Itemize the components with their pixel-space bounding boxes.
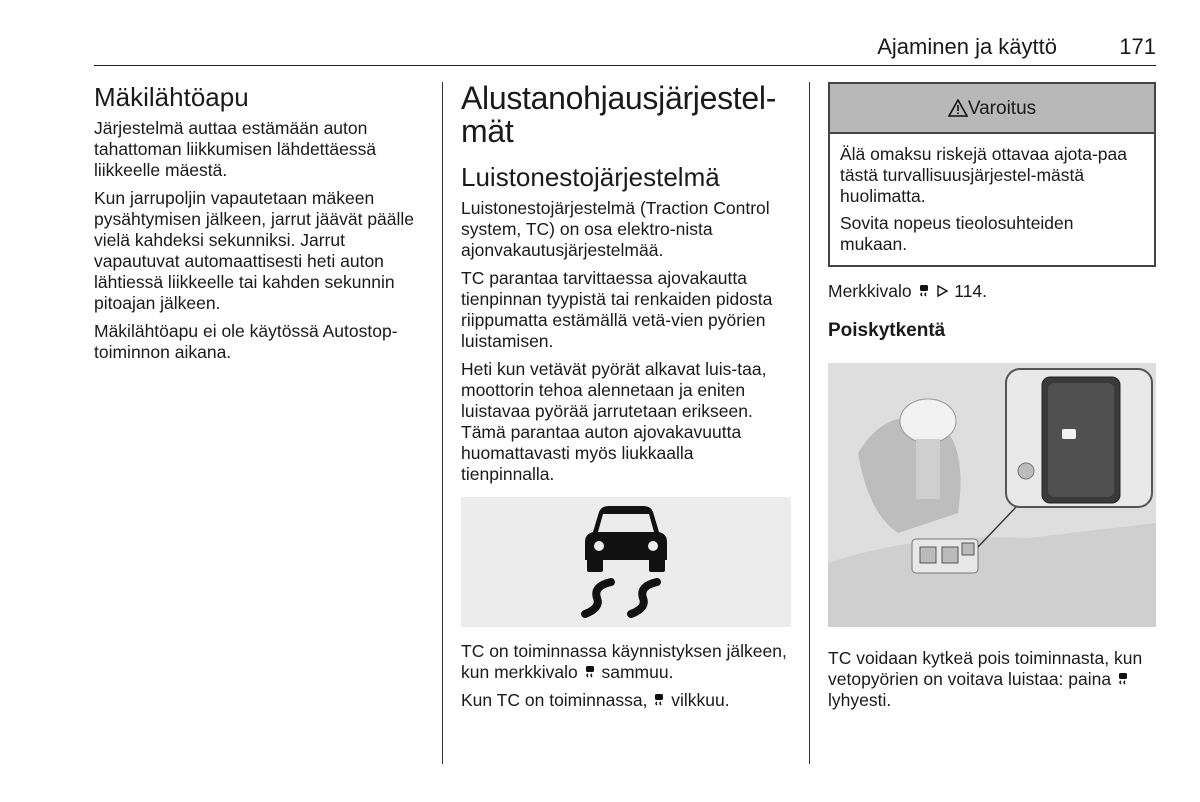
paragraph: Järjestelmä auttaa estämään auton tahattoman liikkumisen lähdettäessä liikkeelle mäestä. bbox=[94, 118, 377, 180]
paragraph: Kun jarrupoljin vapautetaan mäkeen pysähtymisen jälkeen, jarrut jäävät päälle vielä kahdeksi sekunniksi. Jarrut vapautuvat automaattisesti heti auton lähtiessä liikkeelle tai kahden sekunnin pitoajan jälkeen. bbox=[94, 188, 415, 313]
traction-control-icon bbox=[571, 502, 681, 622]
traction-control-icon bbox=[652, 693, 666, 707]
running-header: Ajaminen ja käyttö bbox=[877, 34, 1057, 59]
warning-header bbox=[830, 84, 1154, 134]
paragraph: TC parantaa tarvittaessa ajovakautta tienpinnan tyypistä tai renkaiden pidosta riippumatta estämällä vetä-vien pyörien luistamisen. bbox=[461, 268, 773, 351]
paragraph: TC voidaan kytkeä pois toiminnasta, kun vetopyörien on voitava luistaa: paina lyhyesti. bbox=[828, 648, 1143, 710]
paragraph: Älä omaksu riskejä ottavaa ajota-paa tästä turvallisuusjärjestel-mästä huolimatta. bbox=[840, 144, 1127, 206]
traction-control-icon bbox=[917, 284, 931, 298]
column-1 bbox=[94, 82, 424, 370]
center-console-photo bbox=[828, 363, 1156, 627]
section-title-deactivation: Poiskytkentä bbox=[828, 320, 946, 341]
column-divider bbox=[442, 82, 443, 764]
header-rule bbox=[94, 65, 1156, 66]
paragraph: Mäkilähtöapu ei ole käytössä Autostop-toiminnon aikana. bbox=[94, 321, 398, 362]
traction-control-illustration bbox=[461, 497, 791, 627]
column-divider bbox=[809, 82, 810, 764]
warning-box bbox=[828, 82, 1156, 267]
chapter-title: Alustanohjausjärjestel-mät bbox=[461, 80, 777, 149]
warning-title: Varoitus bbox=[967, 97, 1037, 119]
section-title-hill-start: Mäkilähtöapu bbox=[94, 82, 249, 112]
warning-triangle-icon bbox=[948, 99, 968, 117]
column-2 bbox=[461, 82, 791, 718]
paragraph: Luistonestojärjestelmä (Traction Control system, TC) on osa elektro-nista ajonvakautusjärjestelmää. bbox=[461, 198, 770, 260]
paragraph: Heti kun vetävät pyörät alkavat luis-taa, moottorin tehoa alennetaan ja eniten luistavaa pyörää jarrutetaan erikseen. Tämä parantaa auton ajovakavuutta huomattavasti myös liukkaalla tienpinnalla. bbox=[461, 359, 767, 484]
page-reference-arrow-icon bbox=[935, 284, 949, 298]
warning-body bbox=[830, 134, 1154, 265]
traction-control-icon bbox=[583, 665, 597, 679]
paragraph: Kun TC on toiminnassa, vilkkuu. bbox=[461, 690, 730, 710]
traction-control-icon bbox=[1116, 672, 1130, 686]
column-3 bbox=[828, 82, 1158, 718]
paragraph: TC on toiminnassa käynnistyksen jälkeen, kun merkkivalo sammuu. bbox=[461, 641, 787, 682]
cross-reference: Merkkivalo 114. bbox=[828, 281, 988, 301]
page-number: 171 bbox=[1119, 34, 1156, 59]
paragraph: Sovita nopeus tieolosuhteiden mukaan. bbox=[840, 213, 1074, 254]
section-title-traction-control: Luistonestojärjestelmä bbox=[461, 162, 720, 192]
